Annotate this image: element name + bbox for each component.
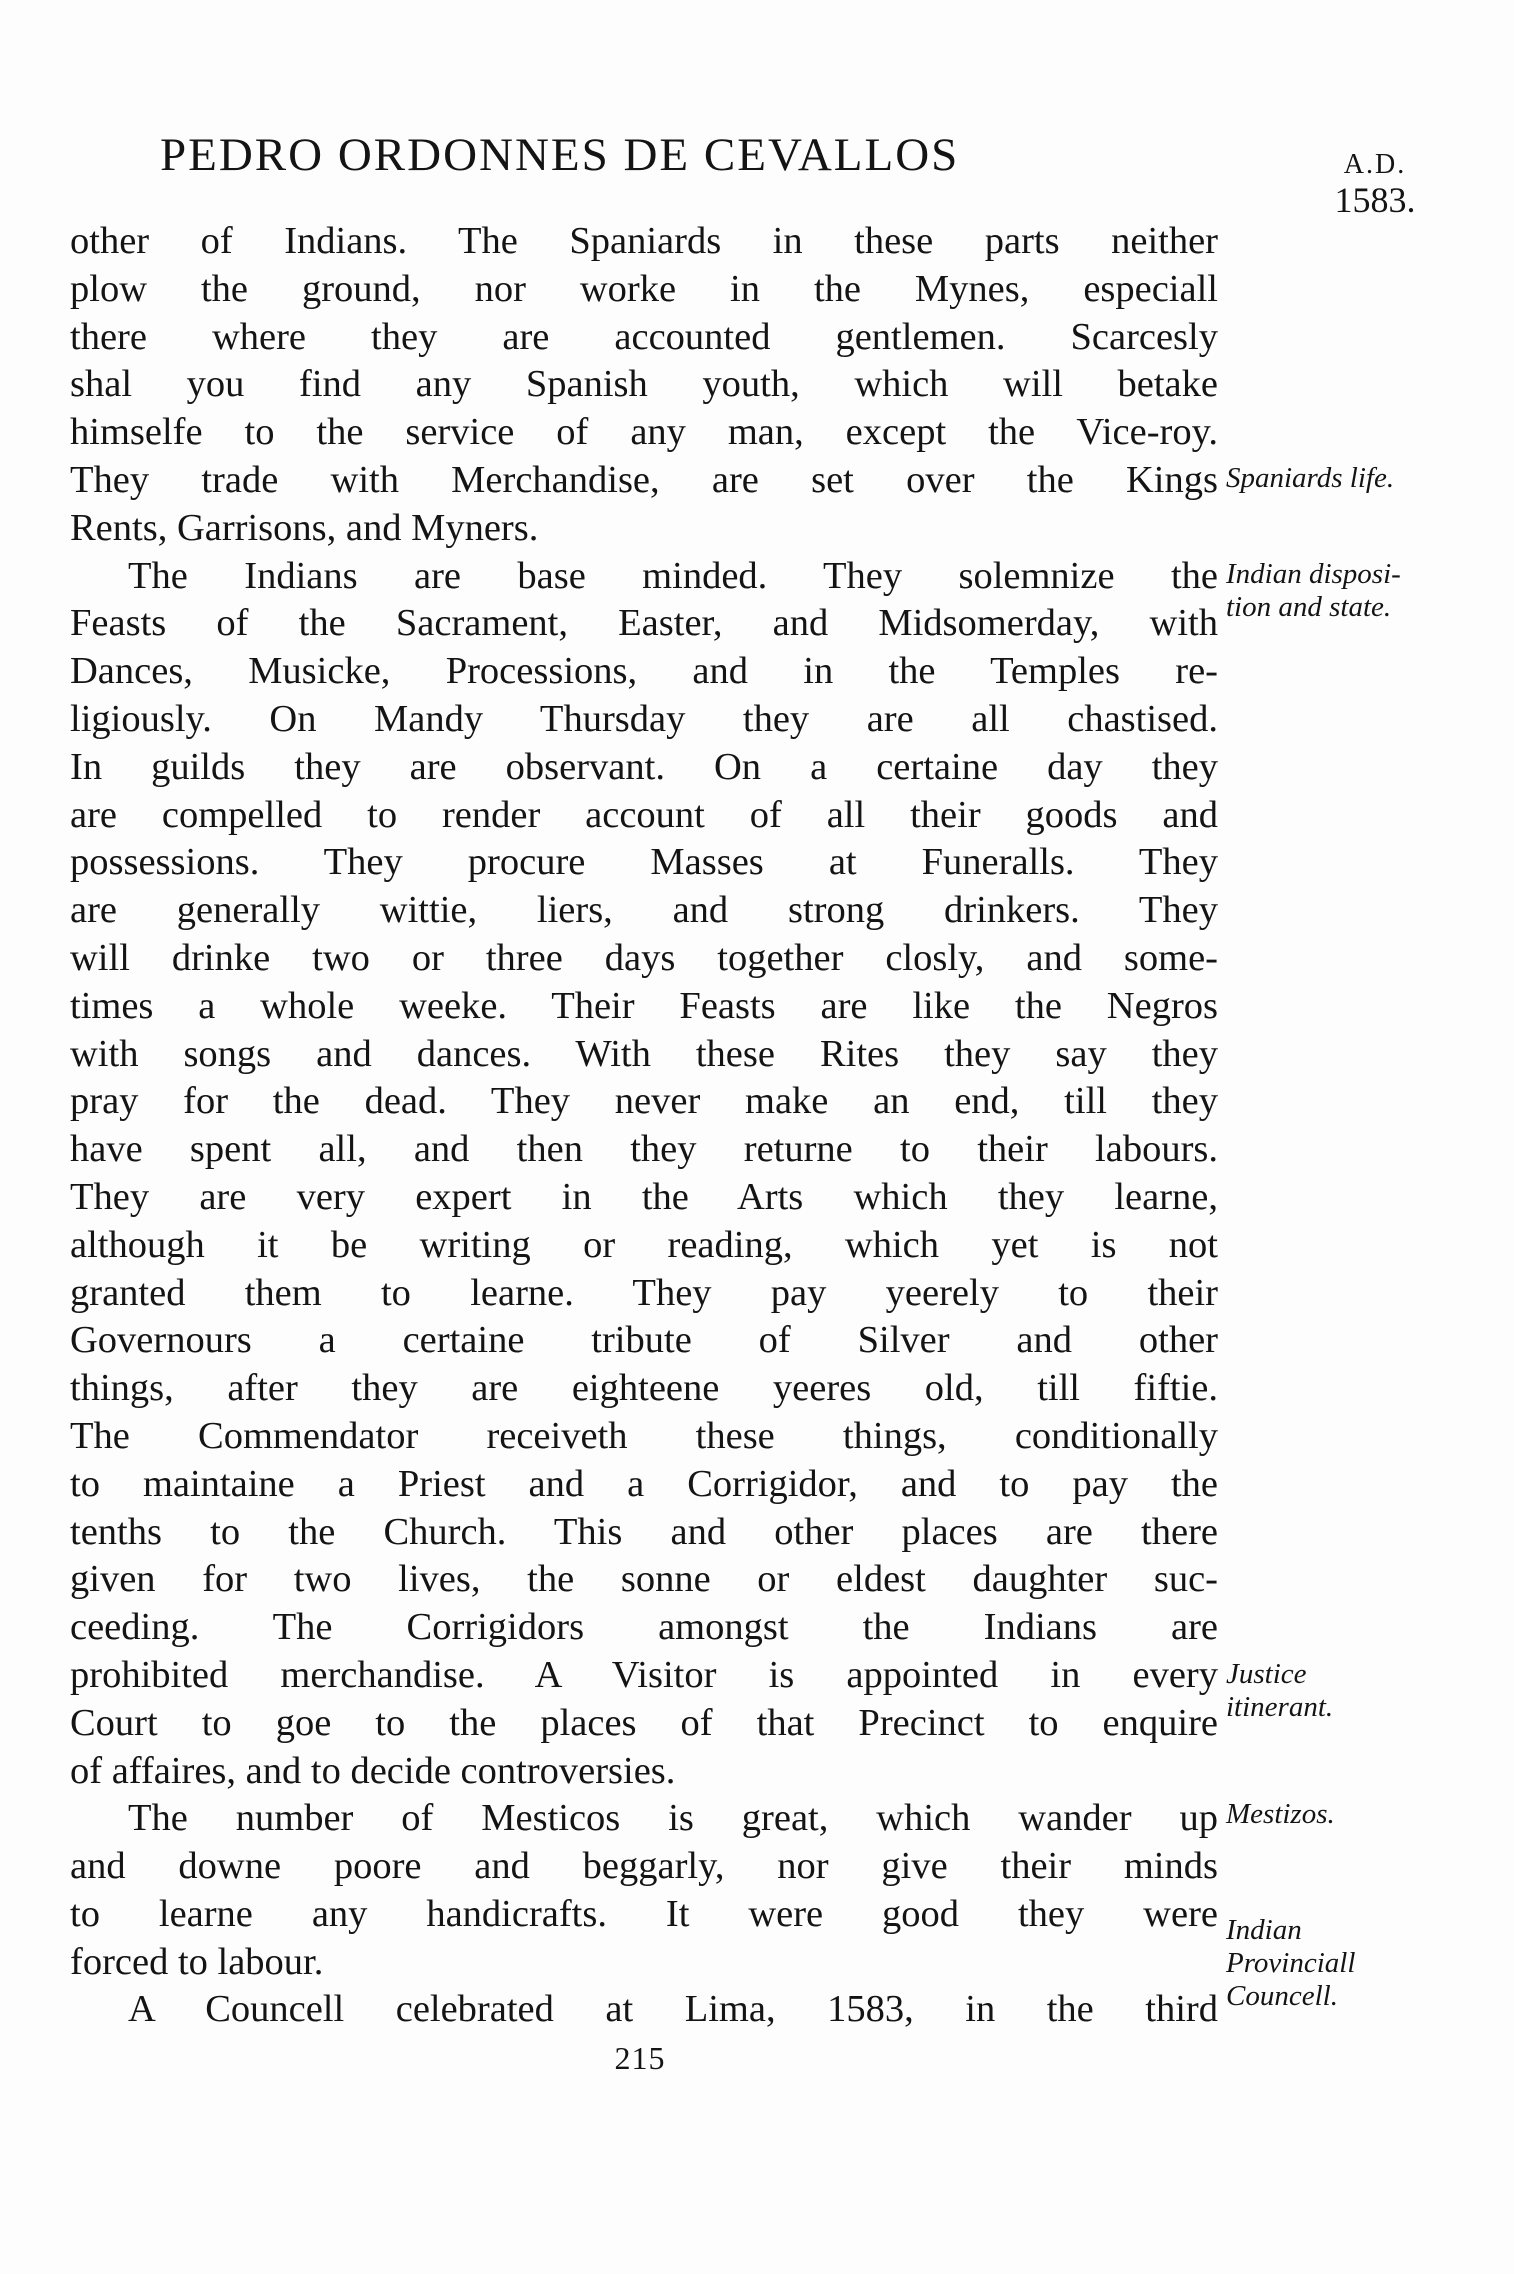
text-line: granted them to learne. They pay yeerely to their bbox=[70, 1271, 1218, 1314]
text-line: are generally wittie, liers, and strong drinkers. They bbox=[70, 889, 1218, 932]
sidenote-indian-disposition bbox=[1226, 558, 1401, 624]
margin-year bbox=[1310, 150, 1440, 220]
text-line: The number of Mesticos is great, which wander up bbox=[128, 1797, 1218, 1840]
sidenote-text: tion and state. bbox=[1226, 591, 1392, 623]
text-line: pray for the dead. They never make an end, till they bbox=[70, 1080, 1218, 1123]
text-line: and downe poore and beggarly, nor give their minds bbox=[70, 1845, 1218, 1888]
text-line: given for two lives, the sonne or eldest daughter suc- bbox=[70, 1558, 1218, 1601]
sidenote-text: itinerant. bbox=[1226, 1691, 1334, 1723]
sidenote-text: Provinciall bbox=[1226, 1947, 1356, 1979]
ad-label: A.D. bbox=[1343, 149, 1407, 180]
text-line: Governours a certaine tribute of Silver and other bbox=[70, 1319, 1218, 1362]
page-number: 215 bbox=[614, 2040, 666, 2076]
text-line: of affaires, and to decide controversies. bbox=[70, 1749, 676, 1792]
text-line: The Indians are base minded. They solemnize the bbox=[128, 554, 1218, 597]
text-line: possessions. They procure Masses at Funeralls. They bbox=[70, 841, 1218, 884]
text-line: shal you find any Spanish youth, which will betake bbox=[70, 363, 1218, 406]
text-line: to maintaine a Priest and a Corrigidor, and to pay the bbox=[70, 1462, 1218, 1505]
sidenote-justice-itinerant bbox=[1226, 1658, 1333, 1724]
year-label: 1583. bbox=[1334, 179, 1416, 220]
text-line: prohibited merchandise. A Visitor is appointed in every bbox=[70, 1653, 1218, 1696]
text-line: times a whole weeke. Their Feasts are like the Negros bbox=[70, 984, 1218, 1027]
text-line: have spent all, and then they returne to their labours. bbox=[70, 1128, 1218, 1171]
text-line: other of Indians. The Spaniards in these parts neither bbox=[70, 220, 1218, 262]
text-line: to learne any handicrafts. It were good they were bbox=[70, 1892, 1218, 1935]
text-line: Feasts of the Sacrament, Easter, and Midsomerday, with bbox=[70, 602, 1218, 645]
text-line: In guilds they are observant. On a certaine day they bbox=[70, 745, 1218, 788]
text-line: plow the ground, nor worke in the Mynes, especiall bbox=[70, 267, 1218, 310]
text-line: with songs and dances. With these Rites they say they bbox=[70, 1032, 1218, 1075]
text-line: A Councell celebrated at Lima, 1583, in the third bbox=[128, 1988, 1218, 2031]
sidenote-mestizos bbox=[1226, 1798, 1335, 1831]
text-line: The Commendator receiveth these things, conditionally bbox=[70, 1414, 1218, 1457]
text-line: will drinke two or three days together closly, and some- bbox=[70, 936, 1218, 979]
sidenote-text: Councell. bbox=[1226, 1980, 1338, 2012]
text-line: ligiously. On Mandy Thursday they are all chastised. bbox=[70, 697, 1218, 740]
sidenote-text: Indian bbox=[1226, 1914, 1302, 1946]
text-line: ceeding. The Corrigidors amongst the Indians are bbox=[70, 1606, 1218, 1649]
running-title: PEDRO ORDONNES DE CEVALLOS bbox=[160, 129, 960, 181]
sidenote-text: Indian disposi- bbox=[1226, 558, 1401, 590]
text-line: Rents, Garrisons, and Myners. bbox=[70, 506, 539, 549]
text-line: They are very expert in the Arts which they learne, bbox=[70, 1175, 1218, 1218]
sidenote-text: Justice bbox=[1226, 1658, 1307, 1690]
sidenote-spaniards-life bbox=[1226, 462, 1394, 495]
text-line: himselfe to the service of any man, except the Vice-roy. bbox=[70, 411, 1218, 454]
text-line: Dances, Musicke, Processions, and in the Temples re- bbox=[70, 650, 1218, 693]
text-line: forced to labour. bbox=[70, 1940, 324, 1983]
text-line: Court to goe to the places of that Precinct to enquire bbox=[70, 1701, 1218, 1744]
text-line: are compelled to render account of all their goods and bbox=[70, 793, 1218, 836]
sidenote-text: Spaniards life. bbox=[1226, 462, 1395, 494]
sidenote-text: Mestizos. bbox=[1226, 1798, 1335, 1830]
sidenote-provincial-council bbox=[1226, 1914, 1355, 2013]
text-line: tenths to the Church. This and other places are there bbox=[70, 1510, 1218, 1553]
text-line: They trade with Merchandise, are set over the Kings bbox=[70, 458, 1218, 501]
body-text bbox=[70, 218, 1218, 2034]
text-line: there where they are accounted gentlemen. Scarcesly bbox=[70, 315, 1218, 358]
text-line: things, after they are eighteene yeeres old, till fiftie. bbox=[70, 1367, 1218, 1410]
text-line: although it be writing or reading, which yet is not bbox=[70, 1223, 1218, 1266]
